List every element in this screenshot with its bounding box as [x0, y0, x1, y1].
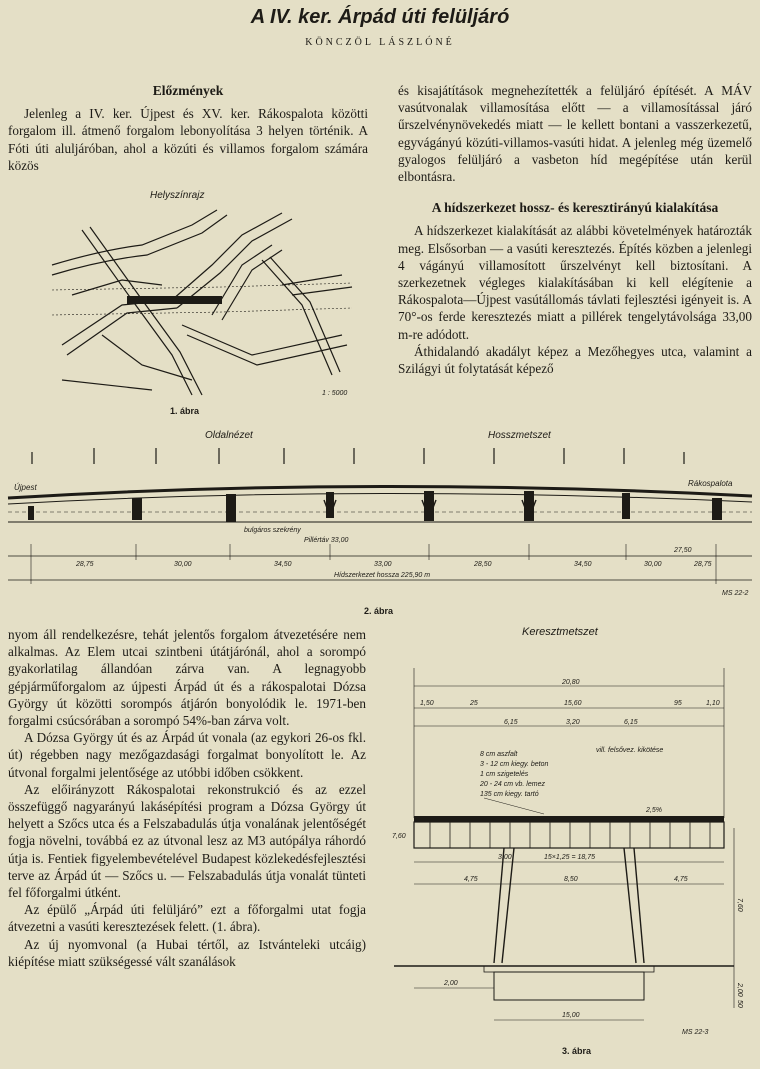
fig3-label: Keresztmetszet: [522, 626, 598, 638]
fig3-dim: 8,50: [564, 876, 578, 883]
fig3-dim: 2,00: [444, 980, 458, 987]
fig3-layer: 20 - 24 cm vb. lemez: [480, 781, 545, 788]
paragraph: nyom áll rendelkezésre, tehát jelentős forgalom átvezetésére nem alkalmas. Az Elem utcai szintbeni útátjárónál, ahol a sorompó gyakorlatilag állandóan zárva van. A legnagyobb gépjárműforgalom az újpesti Árpád út és a rákospalotai Dózsa György út közötti sorompós átjárón bonyolódik le. 1971-ben forgalmi csúcsórában a sorompó 54%-ban zárva volt.: [8, 627, 366, 729]
fig3-dim-total: 20,80: [562, 679, 580, 686]
left-column-bottom: [8, 626, 366, 970]
site-plan-figure: [42, 205, 362, 405]
fig2-note-axis: Pillértáv 33,00: [304, 537, 349, 544]
fig2-stamp: MS 22-2: [722, 590, 749, 597]
bridge-elevation-figure: [4, 440, 756, 602]
fig3-dim: 3,00: [498, 854, 512, 861]
fig3-dim: 25: [470, 700, 478, 707]
fig3-dim: 1,10: [706, 700, 720, 707]
fig1-caption: 1. ábra: [170, 406, 200, 416]
fig3-height-left: 7,60: [392, 833, 406, 840]
section-heading-hidszerkezet: A hídszerkezet hossz- és keresztirányú kialakítása: [431, 200, 719, 216]
fig3-side-dim: 2,00: [736, 983, 743, 997]
fig3-dim: 4,75: [464, 876, 478, 883]
fig2-place-left: Újpest: [14, 483, 37, 492]
author-name: KÖNCZÖL LÁSZLÓNÉ: [305, 37, 455, 48]
fig1-label: Helyszínrajz: [150, 190, 205, 201]
fig2-dim: 28,75: [76, 561, 94, 568]
fig3-layer: 3 - 12 cm kiegy. beton: [480, 761, 549, 768]
fig2-total-length: Hídszerkezet hossza 225,90 m: [334, 572, 431, 579]
fig3-caption: 3. ábra: [562, 1046, 592, 1056]
fig2-dim: 33,00: [374, 561, 392, 568]
fig2-dim: 34,50: [574, 561, 592, 568]
fig3-dim: 15,00: [562, 1012, 580, 1019]
fig3-dim: 3,20: [566, 719, 580, 726]
fig3-dim-roadway: 15,60: [564, 700, 582, 707]
section-heading-elozmenyek: Előzmények: [152, 83, 224, 98]
left-column-top: [8, 82, 368, 174]
svg-text:1 : 5000: 1 : 5000: [322, 390, 348, 397]
fig3-dim: 4,75: [674, 876, 688, 883]
cross-section-figure: [384, 648, 754, 1040]
fig3-layer: 8 cm aszfalt: [480, 751, 518, 758]
fig3-layer: 1 cm szigetelés: [480, 771, 529, 778]
fig3-dim: 6,15: [624, 719, 638, 726]
fig2-dim: 34,50: [274, 561, 292, 568]
fig3-right-note: vill. felsővez. kikötése: [596, 747, 664, 754]
paragraph: Az épülő „Árpád úti felüljáró” ezt a főforgalmi utat fogja átvezetni a vasúti keresztezések felett. (1. ábra).: [8, 902, 366, 935]
fig2-place-right: Rákospalota: [688, 479, 733, 488]
paragraph: Az előirányzott Rákospalotai rekonstrukció és az ezzel összefüggő nagyarányú lakásépítési program a Dózsa György út helyett a Szőcs utca és a Felszabadulás útja vonalának jelentőségét fogja növelni, továbbá ez az útvonal lesz az M3 autópálya ráhordó útja is. Fentiek figyelembevételével Budapest közlekedésfejlesztési terve az Árpád út — Szőcs u. — Felszabadulás útja vonalát tünteti fel főforgalmi útként.: [8, 781, 366, 901]
right-column-top: [398, 82, 752, 377]
fig2-dim: 28,50: [474, 561, 492, 568]
paragraph: Áthidalandó akadályt képez a Mezőhegyes utca, valamint a Szilágyi út folytatását képező: [398, 343, 752, 377]
fig2-label-long-section: Hosszmetszet: [488, 430, 551, 441]
fig3-dim: 15×1,25 = 18,75: [544, 854, 595, 861]
fig3-dim: 1,50: [420, 700, 434, 707]
fig2-dim: 28,75: [694, 561, 712, 568]
paragraph: Az új nyomvonal (a Hubai tértől, az Istvánteleki utcáig) kiépítése miatt szükségessé vált szanálások: [8, 936, 366, 969]
fig2-dim: 30,00: [174, 561, 192, 568]
fig2-label-side-view: Oldalnézet: [205, 430, 253, 441]
fig3-layer: 135 cm kiegy. tartó: [480, 791, 539, 798]
fig2-dim: 27,50: [674, 547, 692, 554]
paragraph: és kisajátítások megnehezítették a felüljáró építését. A MÁV vasútvonalak villamosítása előtt — a villamosítással járó űrszelvénynövekedés miatt — le kellett bontani a vasszerkezetű, egyvágányú közúti-villamos-vasúti hidat. A jelenleg még üzemelő gyalogos felüljáró a vasbeton híd megépítése után kerül elbontásra.: [398, 83, 752, 185]
fig3-side-dim: 50: [736, 1000, 743, 1008]
article-title: A IV. ker. Árpád úti felüljáró: [250, 6, 510, 28]
fig3-slope: 2,5%: [646, 807, 662, 814]
fig3-dim: 6,15: [504, 719, 518, 726]
fig3-dim: 95: [674, 700, 682, 707]
fig3-height-right: 7,60: [736, 898, 743, 912]
paragraph: A hídszerkezet kialakítását az alábbi követelmények határozták meg. Elsősorban — a vasúti keresztezés. Építés közben a jelenlegi 4 vágányú villamosított űrszelvényt kell biztosítani. A szerkezetnek végleges kialakításában ki kell elégítenie a Rákospalota—Újpest vasútállomás távlati fejlesztési igényeit is. A 70°-os ferde keresztezés miatt a pillérek tengelytávolsága 33,00 m-re adódott.: [398, 223, 752, 342]
paragraph: A Dózsa György út és az Árpád út vonala (az egykori 26-os fkl. út) régebben nagy mezőgazdasági forgalmat bonyolított le. Az útvonal forgalmi jelentősége az utóbbi időben csökkent.: [8, 730, 366, 780]
fig2-caption: 2. ábra: [364, 606, 394, 616]
fig2-dim: 30,00: [644, 561, 662, 568]
fig2-note-bridge: bulgáros szekrény: [244, 527, 301, 534]
paragraph: Jelenleg a IV. ker. Újpest és XV. ker. Rákospalota közötti forgalom ill. átmenő forgalom lebonyolítása 3 helyen történik. A Fóti úti aluljáróban, ahol a közúti és villamos forgalom számára közös: [8, 106, 368, 173]
fig3-stamp: MS 22-3: [682, 1029, 709, 1036]
